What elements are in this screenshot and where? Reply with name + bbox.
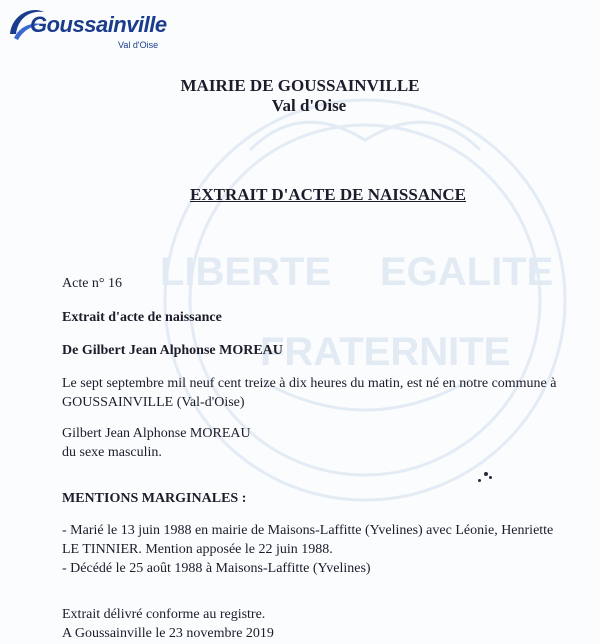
ink-speck [484,472,488,476]
mention-line-3: - Décédé le 25 août 1988 à Maisons-Laffitte (Yvelines) [62,561,371,576]
mentions-heading: MENTIONS MARGINALES : [62,491,247,506]
logo-name: Goussainville [30,12,167,37]
watermark-liberte: LIBERTE [160,250,332,294]
footer-line-1: Extrait délivré conforme au registre. [62,607,266,622]
goussainville-logo [6,2,176,52]
document-title: EXTRAIT D'ACTE DE NAISSANCE [190,185,467,204]
ink-speck [489,476,492,479]
identity-name: Gilbert Jean Alphonse MOREAU [62,426,251,441]
watermark-fraternite: FRATERNITE [260,330,511,374]
identity-block [62,424,582,462]
acte-person: De Gilbert Jean Alphonse MOREAU [62,343,283,358]
acte-number: Acte n° 16 [62,276,123,291]
watermark-egalite: EGALITE [380,250,554,294]
acte-subtitle: Extrait d'acte de naissance [62,310,222,325]
mairie-title: MAIRIE DE GOUSSAINVILLE [180,76,420,95]
birth-statement [62,374,582,412]
mention-line-2: LE TINNIER. Mention apposée le 22 juin 1988. [62,542,333,557]
birth-line-2: GOUSSAINVILLE (Val-d'Oise) [62,395,245,410]
identity-sex: du sexe masculin. [62,445,162,460]
mentions-list [62,521,582,578]
ink-speck [478,479,481,482]
footer-line-2: A Goussainville le 23 novembre 2019 [62,626,274,641]
mention-line-1: - Marié le 13 juin 1988 en mairie de Maisons-Laffitte (Yvelines) avec Léonie, Henriette [62,523,554,538]
footer-block [62,605,582,643]
birth-line-1: Le sept septembre mil neuf cent treize à dix heures du matin, est né en notre commune à [62,376,557,391]
logo-subtitle: Val d'Oise [118,40,159,50]
mairie-subtitle: Val d'Oise [271,96,347,115]
